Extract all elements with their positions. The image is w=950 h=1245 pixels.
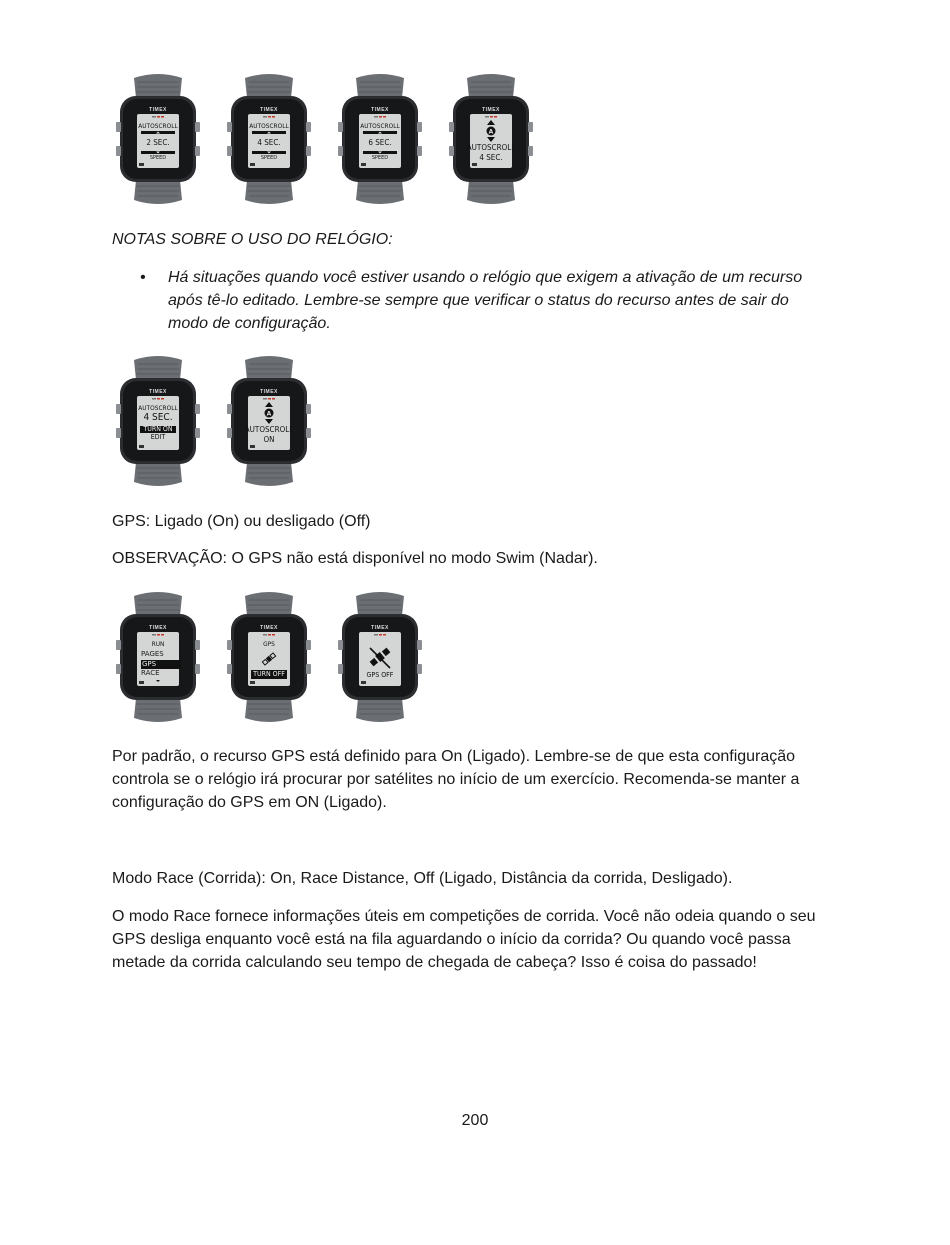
- svg-text:A: A: [266, 410, 272, 418]
- watch-brand-label: TIMEX: [260, 625, 278, 631]
- watch-screen-title: AUTOSCROLL: [249, 122, 289, 130]
- watch-image-run-menu: [114, 588, 202, 726]
- watch-brand-label: TIMEX: [371, 625, 389, 631]
- bullet-icon: •: [140, 269, 146, 286]
- watch-screen-value: 6 SEC.: [368, 138, 392, 147]
- watch-screen-value: 2 SEC.: [146, 138, 170, 147]
- gps-observation: OBSERVAÇÃO: O GPS não está disponível no modo Swim (Nadar).: [112, 550, 598, 567]
- race-mode-heading: Modo Race (Corrida): On, Race Distance, Off (Ligado, Distância da corrida, Desligado).: [112, 870, 733, 887]
- watch-menu-item-pages: PAGES: [141, 650, 164, 658]
- watch-screen-line1: AUTOSCROLL: [244, 425, 294, 434]
- watch-option-turn-off-selected: [251, 670, 287, 679]
- watch-screen-title: GPS: [263, 640, 275, 648]
- gps-setting-line: GPS: Ligado (On) ou desligado (Off): [112, 513, 371, 530]
- watch-brand-label: TIMEX: [371, 107, 389, 113]
- watch-image-autoscroll-confirm: [447, 70, 535, 208]
- watch-screen-line1: AUTOSCROLL: [466, 143, 516, 152]
- page-number: 200: [461, 1112, 489, 1129]
- svg-text:A: A: [488, 128, 494, 136]
- watch-screen-value: 4 SEC.: [143, 412, 173, 423]
- watch-menu-list: [141, 650, 181, 679]
- watch-image-autoscroll-4sec: [225, 70, 313, 208]
- notes-bullet-item: [140, 266, 830, 335]
- watch-row-autoscroll-turn-on: [114, 352, 313, 490]
- watch-image-autoscroll-turn-on: [114, 352, 202, 490]
- watch-option-turn-on: TURN ON: [140, 426, 176, 433]
- watch-image-gps-turn-off: [225, 588, 313, 726]
- watch-image-autoscroll-6sec: [336, 70, 424, 208]
- watch-screen-title: AUTOSCROLL: [138, 404, 178, 412]
- watch-screen-line2: ON: [263, 435, 275, 444]
- watch-brand-label: TIMEX: [260, 107, 278, 113]
- watch-option-edit: EDIT: [150, 433, 166, 441]
- watch-menu-item-gps-selected: GPS: [141, 660, 181, 670]
- notes-heading: NOTAS SOBRE O USO DO RELÓGIO:: [112, 231, 393, 248]
- watch-option-turn-off: TURN OFF: [251, 670, 287, 679]
- watch-brand-label: TIMEX: [149, 625, 167, 631]
- watch-screen-footer: SPEED: [149, 155, 167, 161]
- watch-screen-footer: SPEED: [260, 155, 278, 161]
- watch-screen-value: 4 SEC.: [257, 138, 281, 147]
- watch-brand-label: TIMEX: [260, 389, 278, 395]
- race-mode-paragraph: O modo Race fornece informações úteis em competições de corrida. Você não odeia quando o seu GPS desliga enquanto você está na fila aguardando o início da corrida? Ou quando você passa metade da corrida calculando seu tempo de chegada de cabeça? Isso é coisa do passado!: [112, 908, 816, 971]
- watch-image-autoscroll-on: [225, 352, 313, 490]
- watch-row-autoscroll-speed: [114, 70, 535, 208]
- watch-screen-title: AUTOSCROLL: [360, 122, 400, 130]
- watch-screen-title: RUN: [151, 640, 165, 648]
- watch-screen-line2: 4 SEC.: [479, 153, 503, 162]
- watch-row-gps: [114, 588, 424, 726]
- watch-screen-label: GPS OFF: [366, 671, 394, 679]
- watch-screen-footer: SPEED: [371, 155, 389, 161]
- notes-bullet-text: Há situações quando você estiver usando o relógio que exigem a ativação de um recurso após tê-lo editado. Lembre-se sempre que verificar o status do recurso antes de sair do modo de configuração.: [168, 269, 803, 332]
- watch-image-autoscroll-2sec: [114, 70, 202, 208]
- watch-screen-title: AUTOSCROLL: [138, 122, 178, 130]
- watch-brand-label: TIMEX: [149, 389, 167, 395]
- watch-image-gps-off: [336, 588, 424, 726]
- gps-default-paragraph: Por padrão, o recurso GPS está definido para On (Ligado). Lembre-se de que esta configuração controla se o relógio irá procurar por satélites no início de um exercício. Recomenda-se manter a configuração do GPS em ON (Ligado).: [112, 748, 800, 811]
- watch-brand-label: TIMEX: [482, 107, 500, 113]
- watch-menu-item-race: RACE: [141, 669, 160, 677]
- watch-brand-label: TIMEX: [149, 107, 167, 113]
